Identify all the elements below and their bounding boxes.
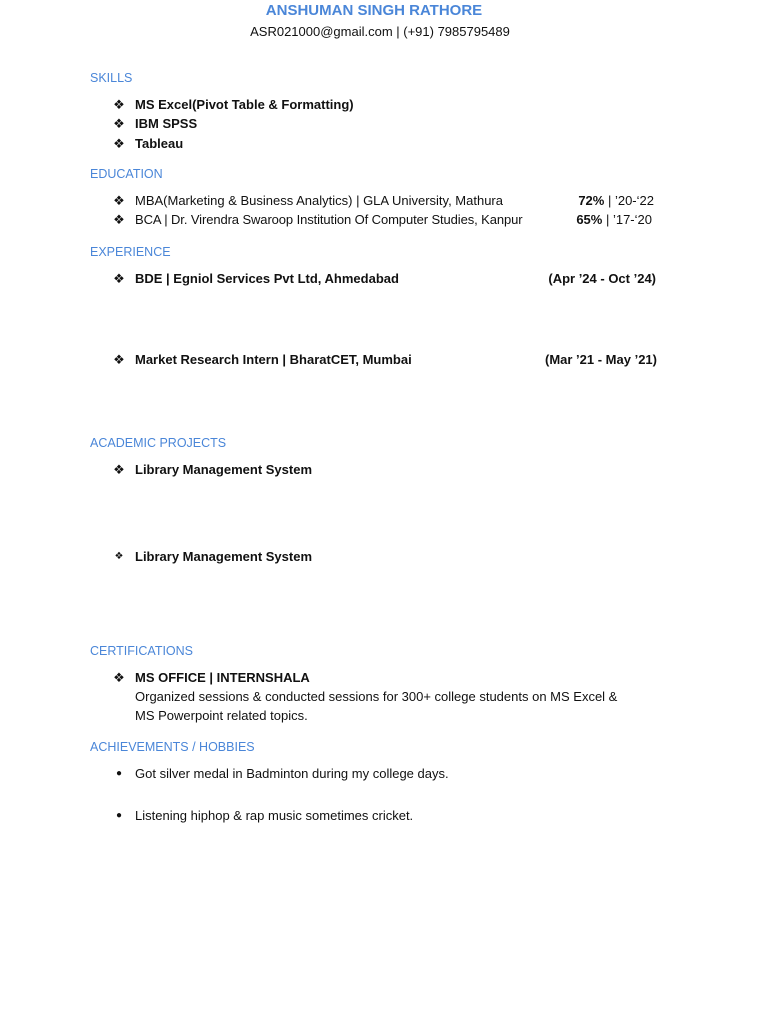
experience-dates: (Apr ’24 - Oct ’24): [548, 271, 656, 286]
diamond-bullet-icon: ❖: [114, 551, 124, 562]
section-title-projects: ACADEMIC PROJECTS: [90, 436, 227, 450]
certification-item: MS OFFICE | INTERNSHALA: [135, 670, 310, 685]
experience-role: BDE | Egniol Services Pvt Ltd, Ahmedabad: [135, 271, 399, 286]
section-title-achievements: ACHIEVEMENTS / HOBBIES: [90, 740, 255, 754]
diamond-bullet-icon: ❖: [113, 271, 125, 286]
diamond-bullet-icon: ❖: [113, 212, 125, 227]
section-title-experience: EXPERIENCE: [90, 245, 171, 259]
skill-item: Tableau: [135, 136, 184, 151]
round-bullet-icon: ●: [115, 810, 123, 821]
skill-item: IBM SPSS: [135, 116, 198, 131]
diamond-bullet-icon: ❖: [113, 136, 125, 151]
section-title-certifications: CERTIFICATIONS: [90, 644, 194, 658]
experience-role: Market Research Intern | BharatCET, Mumbai: [135, 352, 412, 367]
diamond-bullet-icon: ❖: [113, 193, 125, 208]
round-bullet-icon: ●: [115, 768, 123, 779]
experience-dates: (Mar ’21 - May ’21): [545, 352, 657, 367]
achievement-item: Listening hiphop & rap music sometimes cricket.: [135, 808, 414, 823]
diamond-bullet-icon: ❖: [113, 462, 125, 477]
diamond-bullet-icon: ❖: [113, 116, 125, 131]
section-title-education: EDUCATION: [90, 167, 163, 181]
diamond-bullet-icon: ❖: [113, 670, 125, 685]
skill-item: MS Excel(Pivot Table & Formatting): [135, 97, 354, 112]
education-score: 65%: [576, 212, 603, 227]
achievement-item: Got silver medal in Badminton during my college days.: [135, 766, 449, 781]
resume-name: ANSHUMAN SINGH RATHORE: [265, 2, 483, 19]
education-score-years: [530, 212, 652, 227]
diamond-bullet-icon: ❖: [113, 352, 125, 367]
education-item: BCA | Dr. Virendra Swaroop Institution Of Computer Studies, Kanpur: [135, 212, 523, 227]
certification-description: MS Powerpoint related topics.: [135, 708, 308, 723]
diamond-bullet-icon: ❖: [113, 97, 125, 112]
certification-description: Organized sessions & conducted sessions for 300+ college students on MS Excel &: [135, 689, 618, 704]
education-years: | ’20-‘22: [604, 193, 654, 208]
contact-line: ASR021000@gmail.com | (+91) 7985795489: [250, 24, 510, 39]
education-score: 72%: [578, 193, 605, 208]
education-years: | ’17-‘20: [602, 212, 652, 227]
project-item: Library Management System: [135, 462, 313, 477]
project-item: Library Management System: [135, 549, 313, 564]
education-item: MBA(Marketing & Business Analytics) | GLA University, Mathura: [135, 193, 503, 208]
section-title-skills: SKILLS: [90, 71, 133, 85]
education-score-years: [530, 193, 654, 208]
